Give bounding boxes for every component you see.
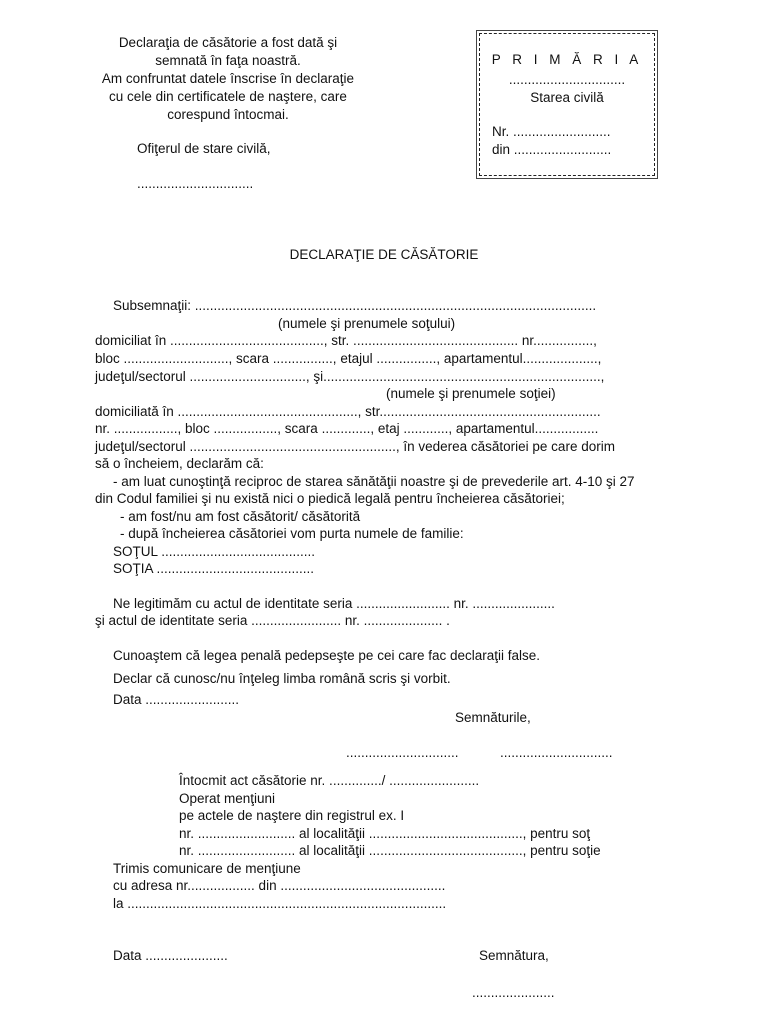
communication-address-line: cu adresa nr.................. din ............................................ — [113, 878, 446, 893]
birth-registry-line: pe actele de naştere din registrul ex. I — [179, 808, 405, 823]
husband-county-line: judeţul/sectorul ..............................., şi.........................................................................., — [95, 369, 605, 384]
certification-line-4: cu cele din certificatele de naştere, care — [109, 89, 347, 104]
husband-address-line: domiciliat în ........................................., str. ............................................ nr................, — [95, 333, 597, 348]
wife-county-line: judeţul/sectorul ......................................................., în vederea căsătoriei pe care dorim — [95, 439, 615, 454]
town-hall-name-line: ............................... — [508, 72, 626, 87]
declaration-date-line: Data ......................... — [113, 692, 240, 707]
footer-signature-line: ...................... — [472, 985, 555, 1000]
health-statement-line-1: - am luat cunoştinţă reciproc de starea sănătăţii noastre şi de prevederile art. 4-10 şi 27 — [113, 474, 635, 489]
town-hall-stamp-box — [479, 33, 655, 176]
registration-date-line: din .......................... — [492, 142, 612, 157]
footer-signature-label: Semnătura, — [479, 948, 549, 963]
family-name-statement: - după încheierea căsătoriei vom purta numele de familie: — [120, 526, 464, 541]
civil-status-label: Starea civilă — [530, 90, 604, 105]
language-statement: Declar că cunosc/nu înţeleg limba română scris şi vorbit. — [113, 671, 451, 686]
identity-document-line-2: şi actul de identitate seria ........................ nr. ..................... . — [95, 613, 450, 628]
registration-number-line: Nr. .......................... — [492, 124, 611, 139]
document-title: DECLARAŢIE DE CĂSĂTORIE — [289, 247, 479, 262]
previous-marriage-statement: - am fost/nu am fost căsătorit/ căsătorită — [120, 509, 361, 524]
subsemnatii-line: Subsemnaţii: ........................................................................................................... — [113, 298, 597, 313]
mention-communication-label: Trimis comunicare de menţiune — [113, 861, 301, 876]
wife-family-name-line: SOŢIA .......................................... — [113, 561, 315, 576]
wife-signature-line: .............................. — [500, 745, 613, 760]
footer-date-line: Data ...................... — [113, 948, 228, 963]
town-hall-title: P R I M Ă R I A — [491, 52, 643, 67]
officer-signature-line: ............................... — [137, 176, 254, 191]
certification-statement — [95, 34, 361, 124]
certification-line-1: Declaraţia de căsătorie a fost dată şi — [118, 35, 338, 50]
husband-birth-act-line: nr. .......................... al localităţii ........................................., pentru soţ — [179, 826, 591, 841]
mentions-operated-label: Operat menţiuni — [179, 791, 276, 806]
signatures-label: Semnăturile, — [455, 710, 531, 725]
health-statement-line-2: din Codul familiei şi nu există nici o piedică legală pentru încheierea căsătoriei; — [95, 491, 565, 506]
certification-line-2: semnată în faţa noastră. — [155, 53, 301, 68]
false-declaration-warning: Cunoaştem că legea penală pedepseşte pe cei care fac declaraţii false. — [113, 648, 541, 663]
communication-recipient-line: la ..................................................................................... — [113, 896, 447, 911]
declaration-intro: să o încheiem, declarăm că: — [95, 456, 264, 471]
wife-birth-act-line: nr. .......................... al localităţii ........................................., pentru soţie — [179, 843, 601, 858]
husband-name-caption: (numele şi prenumele soţului) — [278, 316, 456, 331]
certification-line-5: corespund întocmai. — [167, 107, 289, 122]
wife-address-line: domiciliată în ................................................, str........................................................... — [95, 404, 601, 419]
husband-building-line: bloc ............................, scara ................, etajul ................, apartamentul...................., — [95, 351, 602, 366]
officer-label: Ofiţerul de stare civilă, — [137, 141, 271, 156]
husband-family-name-line: SOŢUL ......................................... — [113, 544, 316, 559]
identity-document-line-1: Ne legitimăm cu actul de identitate seria ......................... nr. ...................... — [113, 596, 555, 611]
wife-name-caption: (numele şi prenumele soţiei) — [386, 386, 556, 401]
marriage-act-line: Întocmit act căsătorie nr. ............../ ........................ — [179, 773, 480, 788]
certification-line-3: Am confruntat datele înscrise în declaraţie — [101, 71, 355, 86]
wife-building-line: nr. ................., bloc ................., scara ............., etaj ............, apartamentul................. — [95, 421, 599, 436]
husband-signature-line: .............................. — [346, 745, 459, 760]
